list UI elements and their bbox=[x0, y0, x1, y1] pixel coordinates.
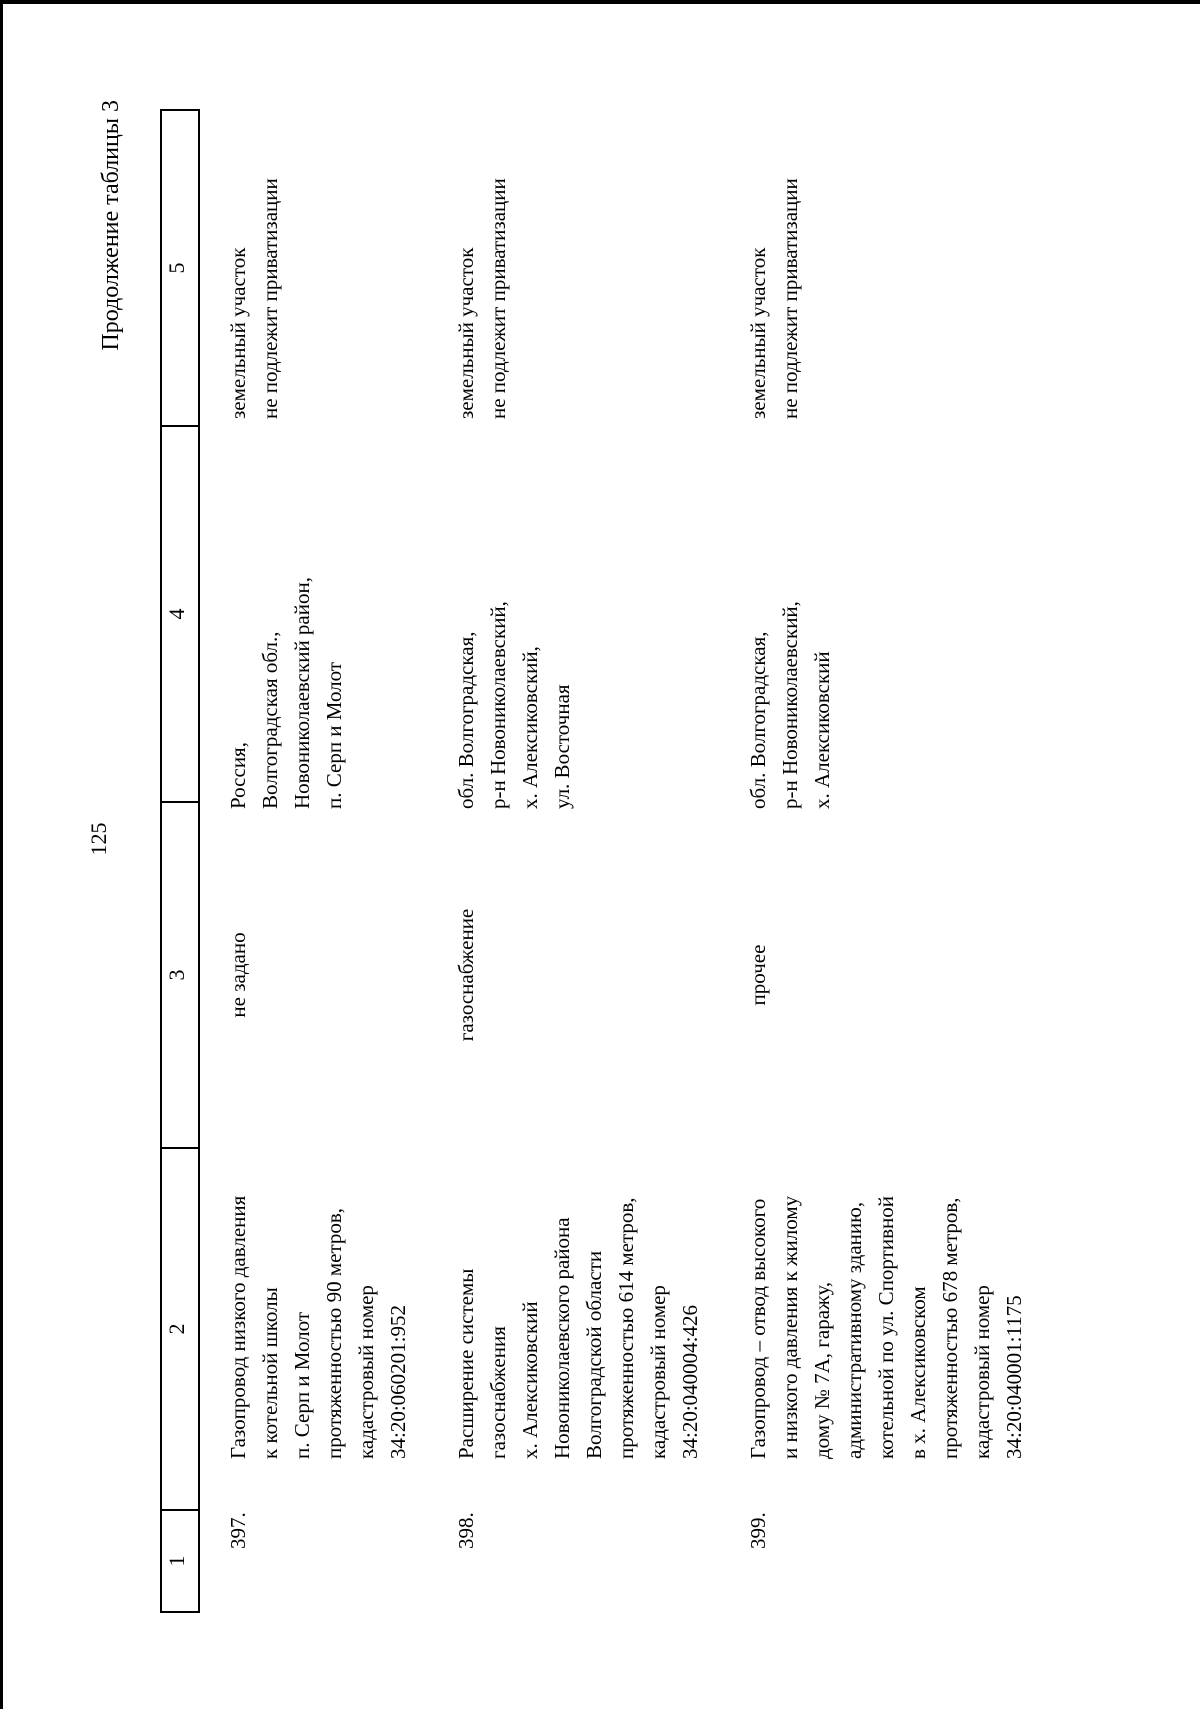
table-header-top-border bbox=[160, 109, 162, 1613]
object-name: Расширение системы газоснабжения х. Алексиковский Новониколаевского района Волгоградской области протяженностью 614 метров, кадастровый номер 34:20:040004:426 bbox=[454, 1197, 702, 1459]
object-address: обл. Волгоградская, р-н Новониколаевский, х. Алексиковский, ул. Восточная bbox=[454, 601, 574, 809]
table-header-divider bbox=[160, 1611, 200, 1613]
object-note: земельный участок не подлежит приватизации bbox=[226, 178, 282, 419]
object-name: Газопровод низкого давления к котельной школы п. Серп и Молот протяженностью 90 метров, кадастровый номер 34:20:060201:952 bbox=[226, 1195, 410, 1459]
column-number-5: 5 bbox=[164, 262, 189, 274]
table-header-bottom-border bbox=[198, 109, 200, 1613]
column-number-2: 2 bbox=[164, 1323, 189, 1335]
page-number: 125 bbox=[86, 822, 111, 856]
row-number: 398. bbox=[454, 1512, 478, 1549]
row-number: 399. bbox=[746, 1512, 770, 1549]
object-purpose: газоснабжение bbox=[454, 908, 478, 1042]
object-note: земельный участок не подлежит приватизации bbox=[454, 178, 510, 419]
row-number: 397. bbox=[226, 1512, 250, 1549]
column-number-3: 3 bbox=[164, 969, 189, 981]
column-number-1: 1 bbox=[164, 1555, 189, 1567]
object-note: земельный участок не подлежит приватизации bbox=[746, 178, 802, 419]
object-address: Россия, Волгоградская обл., Новониколаевский район, п. Серп и Молот bbox=[226, 577, 346, 809]
column-number-4: 4 bbox=[164, 608, 189, 620]
table-continuation-caption: Продолжение таблицы 3 bbox=[98, 100, 124, 351]
object-name: Газопровод – отвод высокого и низкого давления к жилому дому № 7А, гаражу, административному зданию, котельной по ул. Спортивной в х. Алексиковском протяженностью 678 метров, кадастровый номер 34:20:040001:1175 bbox=[746, 1195, 1026, 1459]
object-address: обл. Волгоградская, р-н Новониколаевский, х. Алексиковский bbox=[746, 601, 834, 809]
object-purpose: не задано bbox=[226, 932, 250, 1018]
object-purpose: прочее bbox=[746, 944, 770, 1006]
